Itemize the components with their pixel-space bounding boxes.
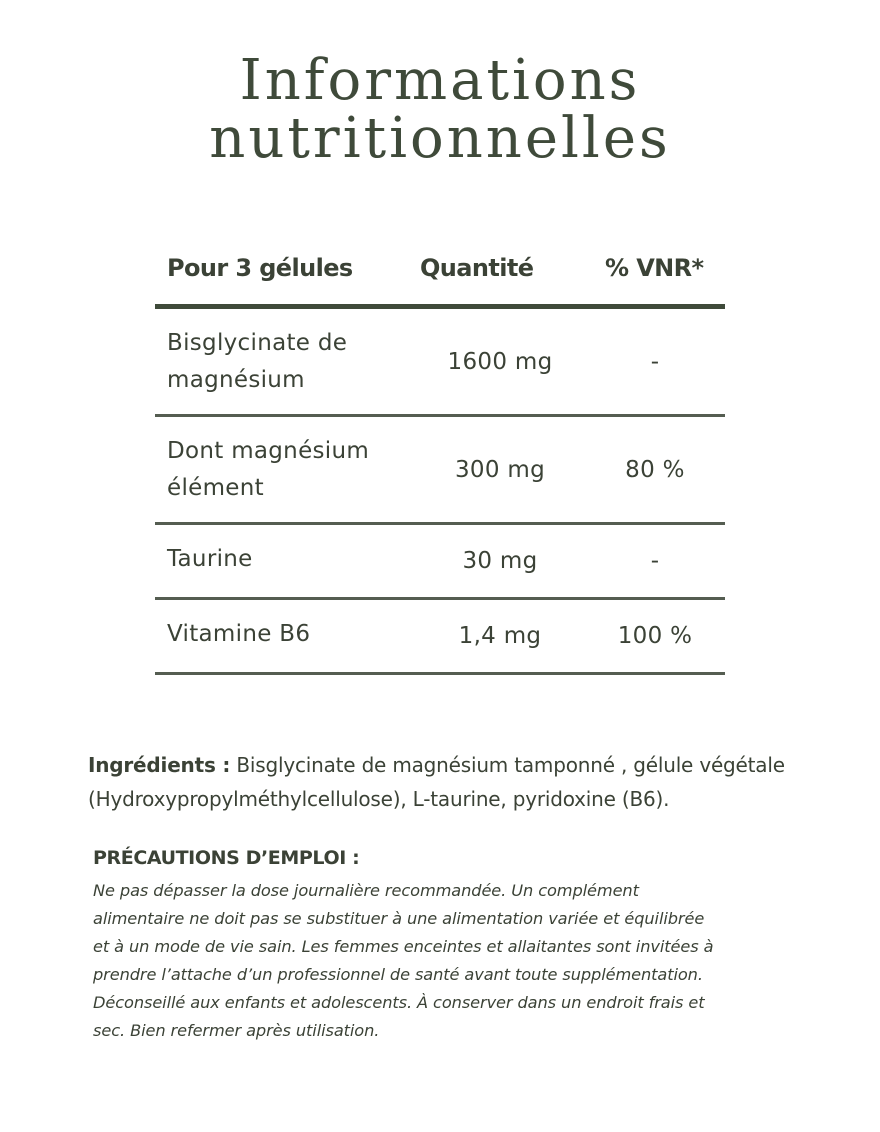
precautions-line: prendre l’attache d’un professionnel de santé avant toute supplémentation. (93, 965, 703, 984)
ingredients-line-2: (Hydroxypropylméthylcellulose), L-taurine, pyridoxine (B6). (88, 787, 670, 811)
header-quantity: Quantité (420, 254, 534, 282)
nutrient-vnr: 100 % (617, 623, 693, 649)
nutrient-name-line: élément (167, 475, 264, 501)
nutrient-quantity: 300 mg (454, 457, 545, 483)
nutrient-quantity: 1,4 mg (458, 623, 542, 649)
precautions-line: Ne pas dépasser la dose journalière recommandée. Un complément (93, 881, 639, 900)
ingredients-text: Bisglycinate de magnésium tamponné , gélule végétale (230, 753, 785, 777)
ingredients-line-1 (88, 748, 848, 782)
header-serving: Pour 3 gélules (167, 254, 353, 282)
header-vnr: % VNR* (605, 254, 704, 282)
precautions-line: et à un mode de vie sain. Les femmes enceintes et allaitantes sont invitées à (93, 937, 714, 956)
nutrient-vnr: - (650, 349, 660, 375)
nutrient-name-line: Bisglycinate de (167, 330, 348, 356)
nutrient-name-line: Dont magnésium (167, 438, 370, 464)
nutrient-quantity: 1600 mg (447, 349, 553, 375)
table-row (155, 600, 725, 675)
precautions-text (93, 877, 793, 1045)
page-title-line-1: Informations (239, 48, 641, 113)
nutrient-name-line: magnésium (167, 367, 305, 393)
ingredients-label: Ingrédients : (88, 753, 231, 777)
precautions-title: PRÉCAUTIONS D’EMPLOI : (93, 847, 360, 869)
nutrient-name (167, 433, 397, 507)
nutrient-vnr: 80 % (625, 457, 685, 483)
nutrition-table (155, 240, 725, 675)
precautions-line: sec. Bien refermer après utilisation. (93, 1021, 380, 1040)
nutrient-name: Taurine (167, 546, 253, 572)
precautions-line: Déconseillé aux enfants et adolescents. À conserver dans un endroit frais et (93, 993, 705, 1012)
precautions-line: alimentaire ne doit pas se substituer à une alimentation variée et équilibrée (93, 909, 705, 928)
nutrient-name (167, 325, 397, 399)
ingredients-section (88, 748, 848, 816)
table-row (155, 417, 725, 525)
page-title (0, 48, 880, 171)
nutrient-quantity: 30 mg (462, 548, 538, 574)
nutrient-vnr: - (650, 548, 660, 574)
table-row (155, 309, 725, 417)
table-header (155, 240, 725, 309)
table-row (155, 525, 725, 600)
page-title-line-2: nutritionnelles (209, 106, 671, 171)
nutrient-name: Vitamine B6 (167, 621, 311, 647)
